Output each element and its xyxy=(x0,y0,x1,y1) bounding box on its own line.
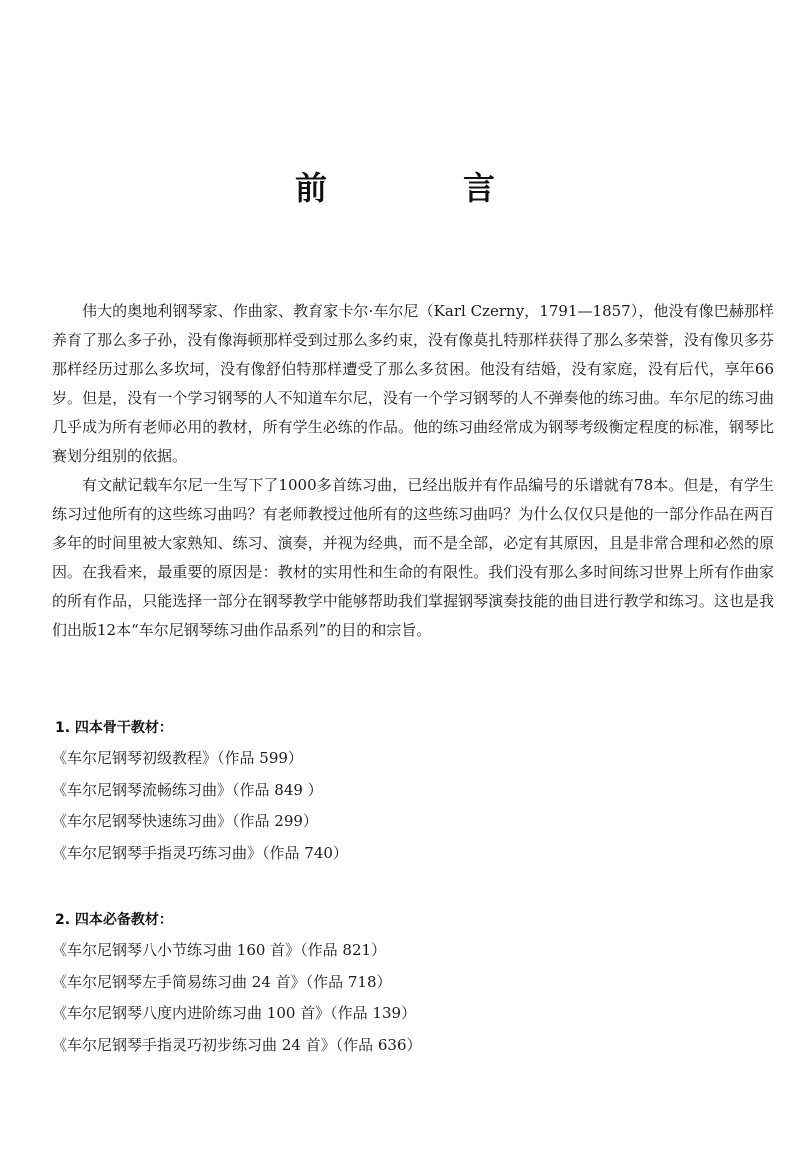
book-title-op599: 《车尔尼钢琴初级教程》（作品 599） xyxy=(52,749,303,767)
book-title-op849: 《车尔尼钢琴流畅练习曲》（作品 849 ） xyxy=(52,780,323,799)
preface-body xyxy=(52,297,774,645)
book-title-op299: 《车尔尼钢琴快速练习曲》（作品 299） xyxy=(52,812,318,830)
core-textbooks-section xyxy=(52,713,752,869)
book-title-op636: 《车尔尼钢琴手指灵巧初步练习曲 24 首》（作品 636） xyxy=(52,1035,422,1054)
preface-paragraph-2: 有文献记载车尔尼一生写下了1000多首练习曲，已经出版并有作品编号的乐谱就有78本。但是，有学生练习过他所有的这些练习曲吗？有老师教授过他所有的这些练习曲吗？为什么仅仅只是他的一部分作品在两百多年的时间里被大家熟知、练习、演奏，并视为经典，而不是全部，必定有其原因，且是非常合理和必然的原因。在我看来，最重要的原因是：教材的实用性和生命的有限性。我们没有那么多时间练习世界上所有作曲家的所有作品，只能选择一部分在钢琴教学中能够帮助我们掌握钢琴演奏技能的曲目进行教学和练习。这也是我们出版12本“车尔尼钢琴练习曲作品系列”的目的和宗旨。 xyxy=(52,476,774,639)
book-title-op718: 《车尔尼钢琴左手简易练习曲 24 首》（作品 718） xyxy=(52,972,392,991)
book-title-op139: 《车尔尼钢琴八度内进阶练习曲 100 首》（作品 139） xyxy=(52,1004,417,1022)
section-heading-core-textbooks: 1. 四本骨干教材： xyxy=(55,720,173,736)
essential-textbooks-section xyxy=(52,905,752,1061)
book-title-op821: 《车尔尼钢琴八小节练习曲 160 首》（作品 821） xyxy=(52,941,387,959)
preface-paragraph-1: 伟大的奥地利钢琴家、作曲家、教育家卡尔·车尔尼（Karl Czerny，1791—1857），他没有像巴赫那样养育了那么多子孙，没有像海顿那样受到过那么多约束，没有像莫扎特那样获得了那么多荣誉，没有像贝多芬那样经历过那么多坎坷，没有像舒伯特那样遭受了那么多贫困。他没有结婚，没有家庭，没有后代，享年66岁。但是，没有一个学习钢琴的人不知道车尔尼，没有一个学习钢琴的人不弹奏他的练习曲。车尔尼的练习曲几乎成为所有老师必用的教材，所有学生必练的作品。他的练习曲经常成为钢琴考级衡定程度的标准，钢琴比赛划分组别的依据。 xyxy=(52,302,774,465)
section-heading-essential-textbooks: 2. 四本必备教材： xyxy=(55,912,173,928)
page-title: 前 言 xyxy=(294,169,547,207)
book-title-op740: 《车尔尼钢琴手指灵巧练习曲》（作品 740） xyxy=(52,843,348,862)
